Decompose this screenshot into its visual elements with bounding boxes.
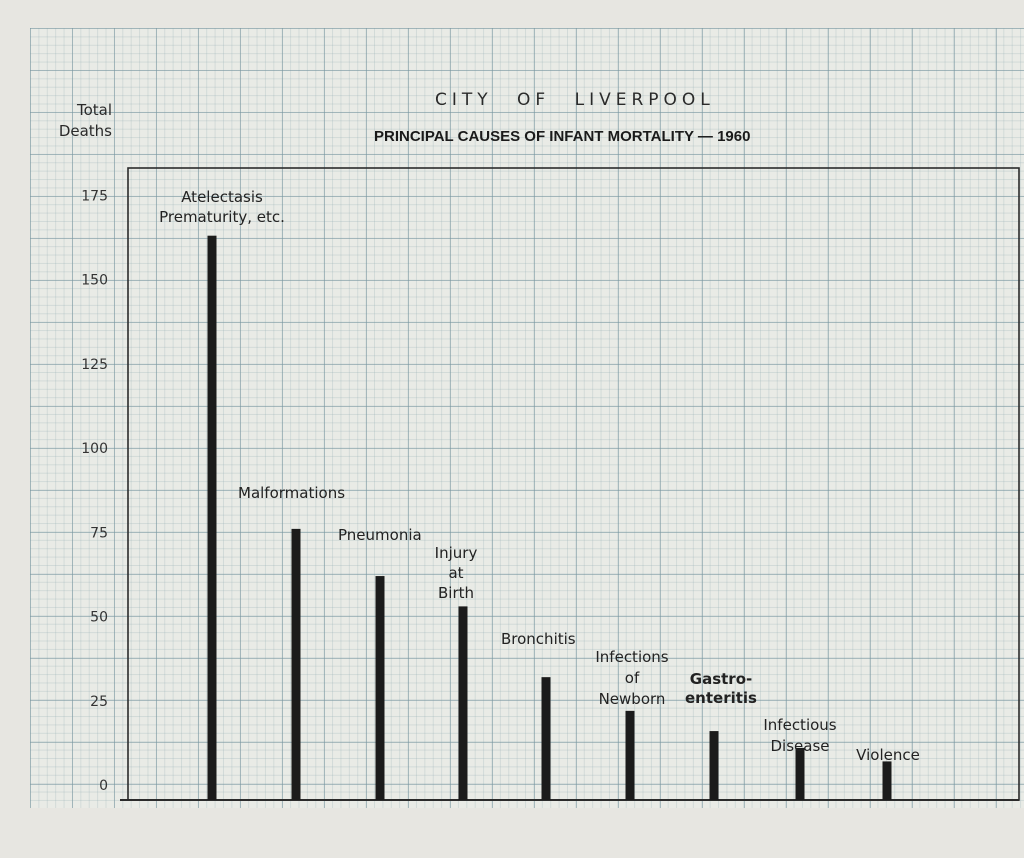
category-label: Atelectasis Prematurity, etc.: [159, 188, 285, 226]
category-label: Pneumonia: [338, 526, 422, 544]
chart-title: CITY OF LIVERPOOL: [435, 90, 715, 110]
y-tick-label: 50: [90, 609, 108, 626]
bar: [626, 711, 635, 800]
category-label: Bronchitis: [501, 630, 576, 648]
bar: [208, 236, 217, 800]
bar: [883, 761, 892, 800]
bar: [292, 529, 301, 800]
y-tick-label: 100: [81, 441, 108, 457]
y-axis-label-line1: Total: [76, 101, 112, 119]
y-tick-label: 25: [90, 693, 108, 710]
y-tick-label: 175: [81, 188, 108, 205]
category-label: Infectious Disease: [763, 716, 837, 755]
category-label: Violence: [856, 746, 920, 764]
category-label: Malformations: [238, 484, 346, 502]
bar: [459, 606, 468, 800]
y-tick-label: 75: [90, 525, 108, 542]
y-tick-label: 125: [81, 356, 108, 373]
bar: [710, 731, 719, 800]
chart-subtitle: PRINCIPAL CAUSES OF INFANT MORTALITY — 1960: [374, 128, 751, 145]
category-label: Gastro-enteritis: [685, 670, 757, 707]
bar: [542, 677, 551, 800]
y-tick-label: 0: [99, 778, 108, 794]
category-label: Injury at Birth: [434, 544, 478, 602]
y-tick-label: 150: [81, 272, 108, 289]
y-axis-label-line2: Deaths: [58, 122, 112, 140]
bar: [796, 748, 805, 800]
category-label: Infections of Newborn: [595, 648, 669, 708]
bar: [376, 576, 385, 800]
